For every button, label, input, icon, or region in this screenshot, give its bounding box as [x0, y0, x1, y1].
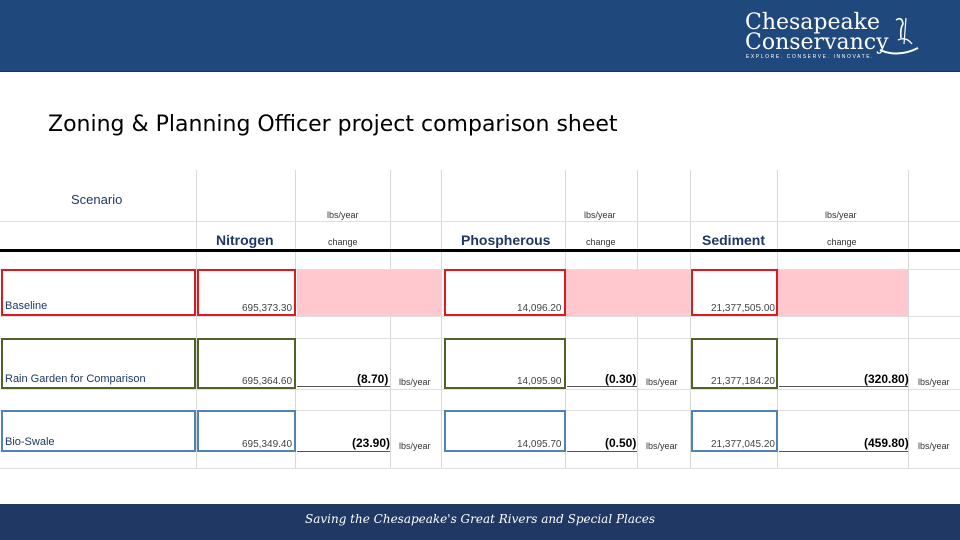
- change-underline: [297, 386, 390, 387]
- change-underline: [297, 451, 390, 452]
- bio-swale-phosphorous-change: (0.50): [605, 436, 637, 450]
- row-label-bio-swale: Bio-Swale: [5, 436, 55, 448]
- column-header-nitrogen: Nitrogen: [216, 232, 274, 248]
- unit-label: lbs/year: [825, 210, 857, 220]
- baseline-highlight: [778, 270, 908, 316]
- grid-line: [637, 170, 638, 468]
- bio-swale-nitrogen-change: (23.90): [352, 436, 391, 450]
- rain-garden-phosphorous-unit: lbs/year: [646, 377, 678, 387]
- bio-swale-nitrogen-unit: lbs/year: [399, 441, 431, 451]
- grid-line: [0, 316, 960, 317]
- rain-garden-nitrogen-change: (8.70): [357, 372, 389, 386]
- grid-line: [390, 170, 391, 468]
- change-label: change: [827, 237, 857, 247]
- baseline-highlight: [297, 270, 441, 316]
- baseline-phosphorous-value: 14,096.20: [517, 303, 562, 314]
- comparison-spreadsheet: [0, 170, 960, 470]
- baseline-sediment-value: 21,377,505.00: [711, 303, 775, 314]
- footer-bar: [0, 504, 960, 540]
- rain-garden-nitrogen-unit: lbs/year: [399, 377, 431, 387]
- row-label-baseline: Baseline: [5, 300, 48, 312]
- change-label: change: [586, 237, 616, 247]
- rain-garden-sediment-change: (320.80): [864, 372, 909, 386]
- bio-swale-phosphorous-value: 14,095.70: [517, 439, 562, 450]
- bio-swale-phosphorous-unit: lbs/year: [646, 441, 678, 451]
- bio-swale-sediment-unit: lbs/year: [918, 441, 950, 451]
- change-underline: [567, 451, 637, 452]
- change-label: change: [328, 237, 358, 247]
- rain-garden-phosphorous-change: (0.30): [605, 372, 637, 386]
- logo-tagline: EXPLORE. CONSERVE. INNOVATE.: [746, 54, 875, 60]
- baseline-nitrogen-value: 695,373.30: [242, 303, 293, 314]
- column-header-sediment: Sediment: [702, 232, 766, 248]
- bio-swale-sediment-value: 21,377,045.20: [711, 439, 775, 450]
- grid-line: [908, 170, 909, 468]
- rain-garden-nitrogen-value: 695,364.60: [242, 376, 293, 387]
- grid-line: [0, 221, 960, 222]
- chesapeake-conservancy-logo: [745, 12, 920, 62]
- change-underline: [567, 386, 637, 387]
- bio-swale-sediment-change: (459.80): [864, 436, 909, 450]
- baseline-highlight: [566, 270, 690, 316]
- unit-label: lbs/year: [584, 210, 616, 220]
- footer-slogan: Saving the Chesapeake's Great Rivers and Special Places: [304, 512, 656, 526]
- rain-garden-sediment-value: 21,377,184.20: [711, 376, 775, 387]
- header-bar: [0, 0, 960, 72]
- change-underline: [779, 451, 908, 452]
- rain-garden-sediment-unit: lbs/year: [918, 377, 950, 387]
- logo-line-2: Conservancy: [745, 30, 889, 55]
- column-header-phosphorous: Phospherous: [461, 232, 551, 248]
- grid-line: [0, 389, 960, 390]
- rain-garden-phosphorous-value: 14,095.90: [517, 376, 562, 387]
- logo-line-1: Chesapeake: [745, 10, 880, 35]
- scenario-label: Scenario: [71, 192, 123, 207]
- change-underline: [779, 386, 908, 387]
- row-label-rain-garden: Rain Garden for Comparison: [5, 373, 146, 385]
- heron-canoe-icon: [876, 14, 920, 58]
- unit-label: lbs/year: [327, 210, 359, 220]
- header-divider: [0, 249, 960, 252]
- page-title: Zoning & Planning Officer project comparison sheet: [48, 112, 618, 137]
- grid-line: [441, 170, 442, 468]
- grid-line: [0, 468, 960, 469]
- bio-swale-nitrogen-value: 695,349.40: [242, 439, 293, 450]
